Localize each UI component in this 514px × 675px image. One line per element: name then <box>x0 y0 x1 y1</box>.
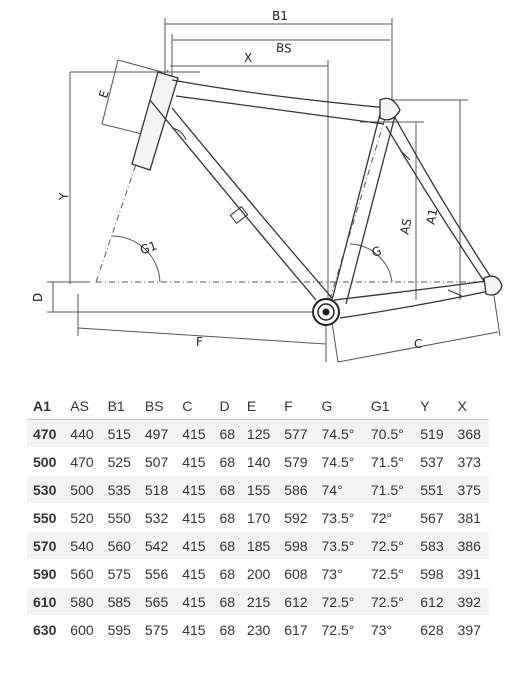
table-cell-bs: 565 <box>144 593 169 610</box>
column-header-x: X <box>457 397 467 414</box>
table-cell-e: 215 <box>246 593 271 610</box>
table-cell-f: 617 <box>284 621 308 638</box>
header-row <box>27 392 489 420</box>
table-cell-y: 598 <box>420 565 444 582</box>
table-cell-as: 540 <box>70 537 94 554</box>
label-e: E <box>96 88 112 100</box>
table-cell-f: 579 <box>284 453 308 470</box>
table-cell-g: 72.5° <box>321 593 355 610</box>
down-tube-inner <box>172 108 332 298</box>
e-top-extension <box>118 60 162 72</box>
table-cell-y: 519 <box>420 425 444 442</box>
seat-tube-front <box>332 106 382 300</box>
column-header-g: G <box>321 397 333 414</box>
table-cell-d: 68 <box>219 565 236 582</box>
table-cell-y: 583 <box>420 537 444 554</box>
chain-stay-upper <box>334 280 494 300</box>
label-d: D <box>31 292 45 302</box>
table-cell-d: 68 <box>219 537 236 554</box>
table-cell-f: 598 <box>284 537 308 554</box>
table-cell-c: 415 <box>182 593 206 610</box>
table-cell-g1: 72.5° <box>370 537 404 554</box>
table-cell-bs: 542 <box>144 537 169 554</box>
table-cell-a1: 530 <box>33 481 57 498</box>
table-cell-bs: 518 <box>144 481 169 498</box>
table-cell-e: 140 <box>246 453 271 470</box>
label-g1: G1 <box>138 238 159 258</box>
table-cell-as: 440 <box>70 425 94 442</box>
rear-dropout <box>484 276 502 295</box>
seat-tube-axis <box>326 102 390 312</box>
dimension-lines <box>47 18 500 362</box>
c-left-extension <box>332 322 338 362</box>
table-cell-a1: 500 <box>33 453 57 470</box>
table-cell-g: 74.5° <box>321 453 355 470</box>
column-header-g1: G1 <box>370 397 390 414</box>
table-row <box>27 588 489 616</box>
table-cell-x: 381 <box>457 509 481 526</box>
table-cell-x: 386 <box>457 537 481 554</box>
top-tube-upper <box>172 80 388 108</box>
column-header-e: E <box>246 397 257 414</box>
table-cell-d: 68 <box>219 509 236 526</box>
table-cell-y: 628 <box>420 621 444 638</box>
table-cell-b1: 575 <box>107 565 131 582</box>
column-header-y: Y <box>420 397 430 414</box>
down-tube-outer <box>150 100 316 300</box>
table-cell-as: 600 <box>70 621 94 638</box>
table-cell-as: 500 <box>70 481 94 498</box>
label-bs: BS <box>275 40 293 56</box>
table-cell-f: 592 <box>284 509 308 526</box>
table-cell-b1: 585 <box>107 593 131 610</box>
column-header-bs: BS <box>144 397 164 414</box>
table-cell-a1: 630 <box>33 621 57 638</box>
table-cell-g1: 72.5° <box>370 593 404 610</box>
table-cell-c: 415 <box>182 537 206 554</box>
table-cell-d: 68 <box>219 593 236 610</box>
table-cell-a1: 570 <box>33 537 57 554</box>
table-cell-x: 375 <box>457 481 481 498</box>
table-cell-e: 170 <box>246 509 271 526</box>
table-cell-y: 612 <box>420 593 444 610</box>
table-cell-g: 73.5° <box>321 509 355 526</box>
table-cell-as: 560 <box>70 565 94 582</box>
column-header-as: AS <box>70 397 89 414</box>
table-cell-e: 185 <box>246 537 271 554</box>
frame-details <box>172 128 462 296</box>
label-y: Y <box>57 192 71 200</box>
seat-stay-upper <box>392 112 494 282</box>
table-cell-f: 577 <box>284 425 308 442</box>
table-cell-g: 74.5° <box>321 425 355 442</box>
table-cell-b1: 525 <box>107 453 131 470</box>
geometry-table-body <box>27 420 489 644</box>
table-cell-g1: 72.5° <box>370 565 404 582</box>
table-cell-bs: 556 <box>144 565 169 582</box>
table-cell-d: 68 <box>219 481 236 498</box>
table-cell-f: 586 <box>284 481 308 498</box>
table-cell-bs: 532 <box>144 509 169 526</box>
bottom-bracket <box>313 299 339 325</box>
table-cell-as: 470 <box>70 453 94 470</box>
table-row <box>27 532 489 560</box>
table-cell-c: 415 <box>182 425 206 442</box>
label-c: C <box>414 337 423 351</box>
label-as: AS <box>397 217 415 236</box>
bottom-bracket-center <box>323 309 330 316</box>
table-cell-g: 73° <box>321 565 343 582</box>
table-row <box>27 476 489 504</box>
table-cell-f: 612 <box>284 593 308 610</box>
chain-stay-lower <box>340 290 494 318</box>
geometry-table <box>27 392 489 644</box>
table-cell-e: 125 <box>246 425 271 442</box>
seat-stay-lower <box>386 126 486 284</box>
table-cell-bs: 497 <box>144 425 169 442</box>
table-cell-c: 415 <box>182 621 206 638</box>
table-cell-x: 391 <box>457 565 481 582</box>
label-x: X <box>244 51 253 65</box>
table-cell-c: 415 <box>182 453 206 470</box>
table-cell-y: 567 <box>420 509 444 526</box>
table-cell-c: 415 <box>182 565 206 582</box>
table-row <box>27 616 489 644</box>
table-cell-x: 368 <box>457 425 481 442</box>
table-cell-bs: 575 <box>144 621 169 638</box>
column-header-d: D <box>219 397 230 414</box>
table-row <box>27 448 489 476</box>
table-cell-a1: 610 <box>33 593 57 610</box>
label-f: F <box>196 335 203 349</box>
table-cell-c: 415 <box>182 481 206 498</box>
table-cell-b1: 550 <box>107 509 131 526</box>
table-cell-y: 537 <box>420 453 444 470</box>
column-header-c: C <box>182 397 193 414</box>
table-cell-g1: 71.5° <box>370 453 404 470</box>
table-cell-f: 608 <box>284 565 308 582</box>
table-row <box>27 420 489 448</box>
table-cell-g1: 70.5° <box>370 425 404 442</box>
table-cell-b1: 515 <box>107 425 131 442</box>
seat-tube-rear <box>346 112 396 304</box>
table-cell-a1: 470 <box>33 425 57 442</box>
table-cell-y: 551 <box>420 481 444 498</box>
table-cell-e: 230 <box>246 621 271 638</box>
column-header-a1: A1 <box>33 397 51 414</box>
table-cell-g1: 72° <box>370 509 393 526</box>
table-row <box>27 560 489 588</box>
frame-tubes <box>132 72 502 318</box>
head-tube <box>132 72 178 170</box>
table-cell-d: 68 <box>219 425 236 442</box>
table-cell-x: 397 <box>457 621 481 638</box>
geometry-table-header <box>27 392 489 420</box>
table-cell-g: 72.5° <box>321 621 355 638</box>
table-cell-b1: 535 <box>107 481 131 498</box>
c-right-extension <box>494 296 500 336</box>
table-cell-b1: 560 <box>107 537 131 554</box>
table-cell-g: 74° <box>321 481 343 498</box>
table-cell-b1: 595 <box>107 621 131 638</box>
label-a1: A1 <box>423 207 441 226</box>
seat-cluster <box>380 98 400 119</box>
label-b1: B1 <box>272 9 288 23</box>
table-cell-as: 520 <box>70 509 94 526</box>
e-bottom-extension <box>102 124 142 134</box>
table-row <box>27 504 489 532</box>
table-cell-d: 68 <box>219 621 236 638</box>
label-g: G <box>369 243 384 260</box>
table-cell-g1: 73° <box>370 621 393 638</box>
column-header-b1: B1 <box>107 397 125 414</box>
table-cell-as: 580 <box>70 593 94 610</box>
column-header-f: F <box>284 397 293 414</box>
table-cell-c: 415 <box>182 509 206 526</box>
table-cell-a1: 590 <box>33 565 57 582</box>
table-cell-g: 73.5° <box>321 537 355 554</box>
table-cell-d: 68 <box>219 453 236 470</box>
table-cell-e: 200 <box>246 565 271 582</box>
table-cell-x: 392 <box>457 593 481 610</box>
table-cell-a1: 550 <box>33 509 57 526</box>
table-cell-e: 155 <box>246 481 271 498</box>
table-cell-x: 373 <box>457 453 481 470</box>
table-cell-g1: 71.5° <box>370 481 404 498</box>
table-cell-bs: 507 <box>144 453 169 470</box>
top-tube-lower <box>176 96 384 124</box>
